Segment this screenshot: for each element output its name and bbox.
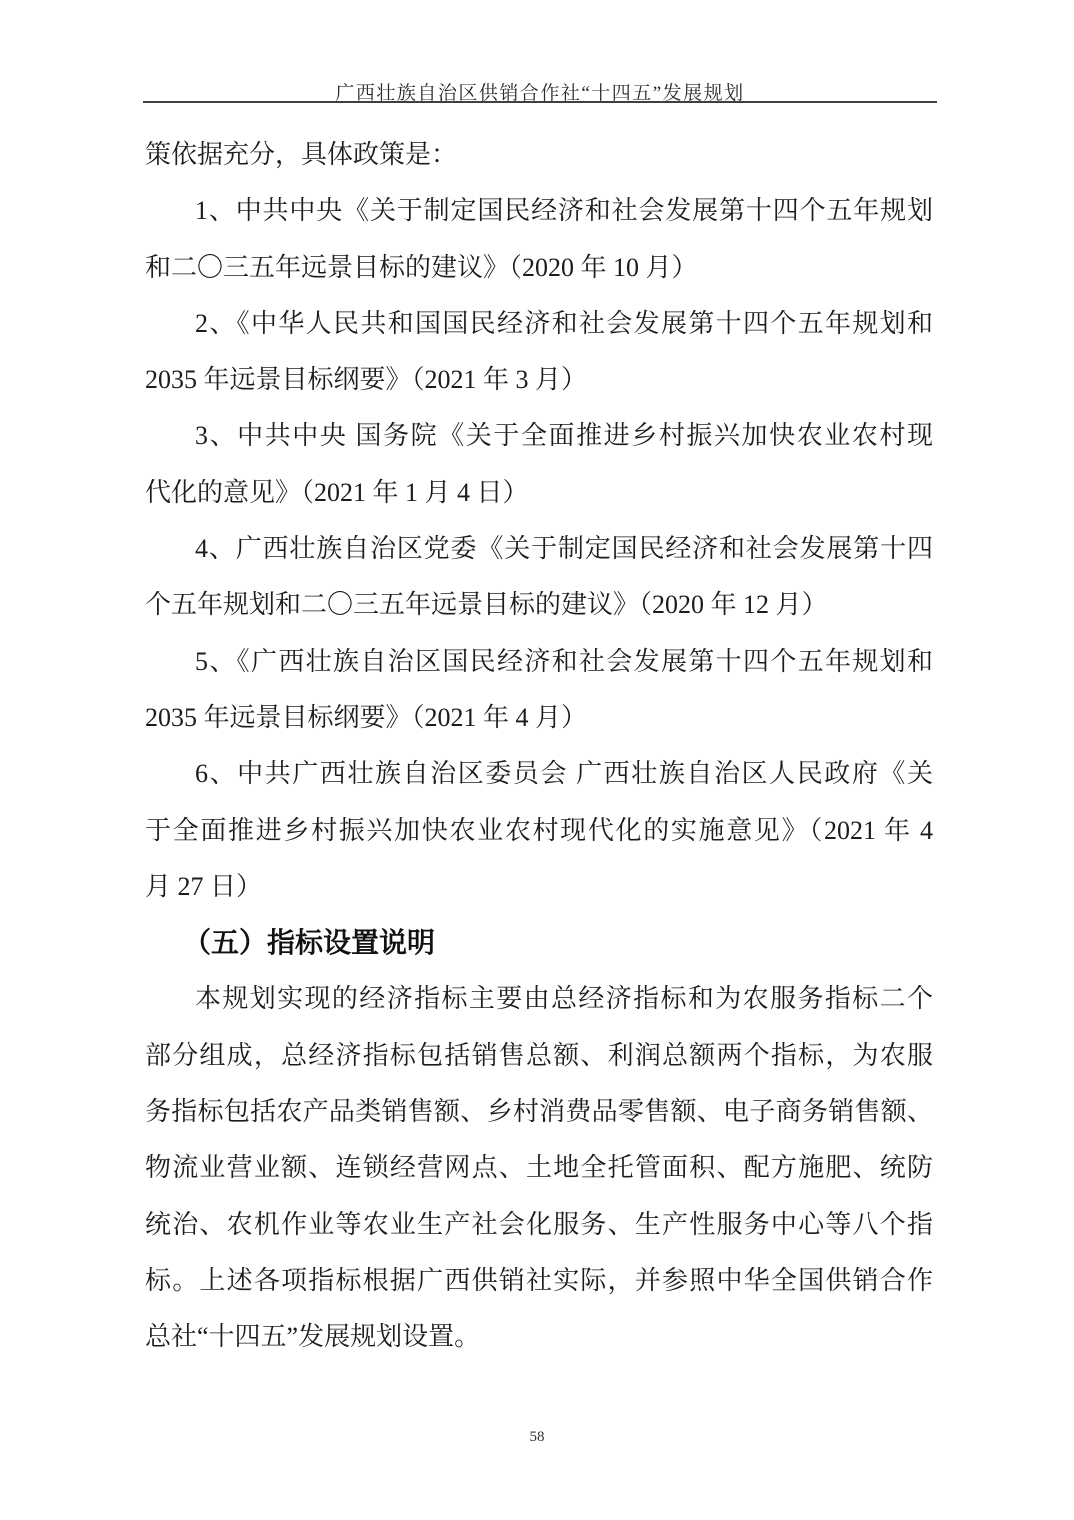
- policy-item-3-line-2: 代化的意见》（2021 年 1 月 4 日）: [145, 477, 529, 507]
- policy-item-2-line-1: 2、《中华人民共和国国民经济和社会发展第十四个五年规划和: [195, 308, 933, 338]
- paragraph-line: 标。上述各项指标根据广西供销社实际，并参照中华全国供销合作: [145, 1265, 933, 1295]
- policy-item-1-line-2: 和二〇三五年远景目标的建议》（2020 年 10 月）: [145, 252, 698, 282]
- paragraph-line: 总社“十四五”发展规划设置。: [145, 1322, 481, 1352]
- header-title: 广西壮族自治区供销合作社“十四五”发展规划: [335, 83, 745, 104]
- policy-item-6-line-2: 于全面推进乡村振兴加快农业农村现代化的实施意见》（2021 年 4: [145, 815, 933, 845]
- intro-line: 策依据充分，具体政策是：: [145, 140, 458, 169]
- policy-item-6-line-3: 月 27 日）: [145, 871, 263, 901]
- page-footer: [0, 1429, 1074, 1446]
- policy-item-2-line-2: 2035 年远景目标纲要》（2021 年 3 月）: [145, 365, 588, 395]
- header-rule: [143, 101, 937, 103]
- policy-item-4-line-2: 个五年规划和二〇三五年远景目标的建议》（2020 年 12 月）: [145, 590, 828, 620]
- paragraph-line: 部分组成，总经济指标包括销售总额、利润总额两个指标，为农服: [145, 1040, 933, 1070]
- page-number: 58: [529, 1429, 545, 1445]
- section-heading: （五）指标设置说明: [183, 927, 436, 959]
- paragraph-line: 务指标包括农产品类销售额、乡村消费品零售额、电子商务销售额、: [145, 1097, 933, 1127]
- policy-item-3-line-1: 3、中共中央 国务院《关于全面推进乡村振兴加快农业农村现: [195, 421, 933, 451]
- policy-item-1-line-1: 1、中共中央《关于制定国民经济和社会发展第十四个五年规划: [195, 196, 933, 226]
- policy-item-4-line-1: 4、广西壮族自治区党委《关于制定国民经济和社会发展第十四: [195, 534, 933, 564]
- paragraph-line: 物流业营业额、连锁经营网点、土地全托管面积、配方施肥、统防: [145, 1153, 933, 1183]
- paragraph-line: 本规划实现的经济指标主要由总经济指标和为农服务指标二个: [195, 984, 933, 1014]
- policy-item-5-line-1: 5、《广西壮族自治区国民经济和社会发展第十四个五年规划和: [195, 646, 933, 676]
- policy-item-6-line-1: 6、中共广西壮族自治区委员会 广西壮族自治区人民政府《关: [195, 759, 933, 789]
- document-body: [145, 127, 933, 1366]
- paragraph-line: 统治、农机作业等农业生产社会化服务、生产性服务中心等八个指: [145, 1209, 933, 1239]
- policy-item-5-line-2: 2035 年远景目标纲要》（2021 年 4 月）: [145, 702, 588, 732]
